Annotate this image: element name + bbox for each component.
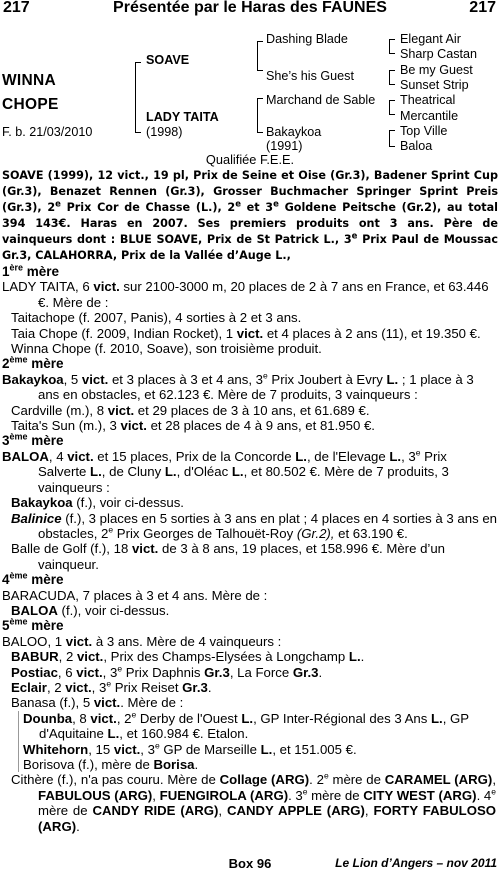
produce-postiac: Postiac, 6 vict., 3e Prix Daphnis Gr.3, La Force Gr.3.: [11, 663, 323, 680]
gen1-heading: 1ère mère: [2, 262, 60, 279]
sale-name: Le Lion d’Angers – nov 2011: [335, 856, 497, 870]
consignor-title: Présentée par le Haras des FAUNES: [113, 0, 387, 16]
pedigree-table: [0, 30, 500, 160]
horse-name-line2: CHOPE: [2, 96, 59, 113]
produce-babur: BABUR, 2 vict., Prix des Champs-Elysées à Longchamp L..: [11, 649, 365, 665]
bracket-sd: [257, 56, 263, 71]
birth-info: F. b. 21/03/2010: [2, 125, 93, 139]
bracket-ss: [257, 41, 263, 56]
produce-taia-chope: Taia Chope (f. 2009, Indian Rocket), 1 vict. et 4 places à 2 ans (11), et 19.350 €.: [11, 325, 481, 341]
produce-taitachope: Taitachope (f. 2007, Panis), 4 sorties à 2 et 3 ans.: [11, 310, 302, 326]
lot-number: 217: [3, 0, 30, 16]
produce-cithere: Cithère (f.), n'a pas couru. Mère de Collage (ARG). 2e mère de CARAMEL (ARG), FABULOUS (ARG), FUENGIROLA (ARG). 3e mère de CITY WEST (ARG). 4e mère de CANDY RIDE (ARG), CANDY APPLE (ARG), FORTY FABULOSO (ARG).: [11, 771, 497, 834]
page-content: [2, 168, 498, 834]
gp-dd-year: (1991): [266, 139, 303, 153]
produce-eclair: Eclair, 2 vict., 3e Prix Reiset Gr.3.: [11, 678, 212, 695]
ggp-sdd: Sunset Strip: [400, 78, 469, 92]
page-header: [0, 0, 500, 18]
box-number: Box 96: [228, 856, 272, 871]
produce-balle-de-golf: Balle de Golf (f.), 18 vict. de 3 à 8 ans, 19 places, et 158.996 €. Mère d’un vainqueur.: [11, 541, 446, 572]
sire-name: SOAVE: [146, 53, 190, 67]
page-footer: [0, 856, 500, 872]
ggp-ssd: Sharp Castan: [400, 47, 478, 61]
gen2-heading: 2ème mère: [2, 354, 64, 372]
ggp-dss: Theatrical: [400, 93, 456, 107]
produce-bakaykoa: Bakaykoa (f.), voir ci-dessus.: [11, 495, 184, 511]
gen3-heading: 3ème mère: [2, 431, 64, 449]
ggp-dds: Top Ville: [400, 124, 448, 138]
ggp-sss: Elegant Air: [400, 32, 461, 46]
produce-balinice: Balinice (f.), 3 places en 5 sorties à 3 ans en plat ; 4 places en 4 sorties à 3 ans en obstacles, 2e Prix Georges de Talhouët-Roy (Gr.2), et 63.190 €.: [11, 510, 498, 541]
bracket-dam: [135, 96, 141, 133]
gp-sd: She’s his Guest: [266, 69, 354, 83]
bracket-dd: [257, 112, 263, 133]
produce-banasa: Banasa (f.), 5 vict.. Mère de :: [11, 695, 184, 711]
qualification: Qualifiée F.E.E.: [205, 152, 295, 167]
lot-number-right: 217: [469, 0, 496, 16]
gp-dd: Bakaykoa: [266, 125, 322, 139]
produce-dounba: Dounba, 8 vict., 2e Derby de l'Ouest L., GP Inter-Régional des 3 Ans L., GP d'Aquitaine L., et 160.984 €. Etalon.: [23, 709, 469, 742]
ggp-sds: Be my Guest: [400, 63, 473, 77]
ggp-dsd: Mercantile: [400, 109, 459, 123]
bracket-ggp3b: [389, 108, 395, 115]
bracket-sire: [135, 62, 141, 97]
bracket-ds: [257, 98, 263, 113]
bracket-ggp2b: [389, 78, 395, 85]
dam-name: LADY TAITA: [146, 110, 219, 124]
bracket-ggp1b: [389, 47, 395, 54]
dam4-baracuda: BARACUDA, 7 places à 3 et 4 ans. Mère de :: [2, 587, 268, 603]
ggp-ddd: Baloa: [400, 139, 433, 153]
banasa-produce-group: [18, 711, 498, 773]
produce-borisova: Borisova (f.), mère de Borisa.: [23, 757, 199, 772]
gp-ss: Dashing Blade: [266, 32, 348, 46]
dam2-bakaykoa: Bakaykoa, 5 vict. et 3 places à 3 et 4 ans, 3e Prix Joubert à Evry L. ; 1 place à 3 ans en obstacles, et 62.123 €. Mère de 7 produits, 3 vainqueurs :: [2, 370, 474, 403]
dam3-baloa: BALOA, 4 vict. et 15 places, Prix de la Concorde L., de l'Elevage L., 3e Prix Salverte L., de Cluny L., d'Oléac L., et 80.502 €. Mère de 7 produits, 3 vainqueurs :: [2, 447, 449, 495]
sire-description: SOAVE (1999), 12 vict., 19 pl, Prix de Seine et Oise (Gr.3), Badener Sprint Cup (Gr.3), Benazet Rennen (Gr.3), Grosser Buchmacher Springer Sprint Preis (Gr.3), 2e Prix Cor de Chasse (L.), 2e et 3e Goldene Peitsche (Gr.2), au total 394 143€. Haras en 2007. Ses premiers produits ont 3 ans. Père de vainqueurs dont : BLUE SOAVE, Prix de St Patrick L., 3e Prix Paul de Moussac Gr.3, CALAHORRA, Prix de la Vallée d’Auge L.,: [2, 169, 498, 262]
dam-year: (1998): [146, 125, 183, 139]
produce-taitas-sun: Taita's Sun (m.), 3 vict. et 28 places de 4 à 9 ans, et 81.950 €.: [11, 418, 375, 434]
dam5-baloo: BALOO, 1 vict. à 3 ans. Mère de 4 vainqueurs :: [2, 633, 282, 649]
gp-ds: Marchand de Sable: [266, 93, 376, 107]
produce-whitehorn: Whitehorn, 15 vict., 3e GP de Marseille L., et 151.005 €.: [23, 740, 357, 757]
produce-winna-chope: Winna Chope (f. 2010, Soave), son troisième produit.: [11, 341, 322, 357]
gen5-heading: 5ème mère: [2, 616, 64, 634]
dam-lady-taita: LADY TAITA, 6 vict. sur 2100-3000 m, 20 places de 2 à 7 ans en France, et 63.446 €. Mère de :: [2, 279, 489, 310]
gen4-heading: 4ème mère: [2, 570, 64, 588]
horse-name-line1: WINNA: [2, 72, 57, 89]
produce-baloa: BALOA (f.), voir ci-dessus.: [11, 602, 170, 618]
bracket-ggp4b: [389, 138, 395, 147]
produce-cardville: Cardville (m.), 8 vict. et 29 places de 3 à 10 ans, et 61.689 €.: [11, 402, 370, 418]
